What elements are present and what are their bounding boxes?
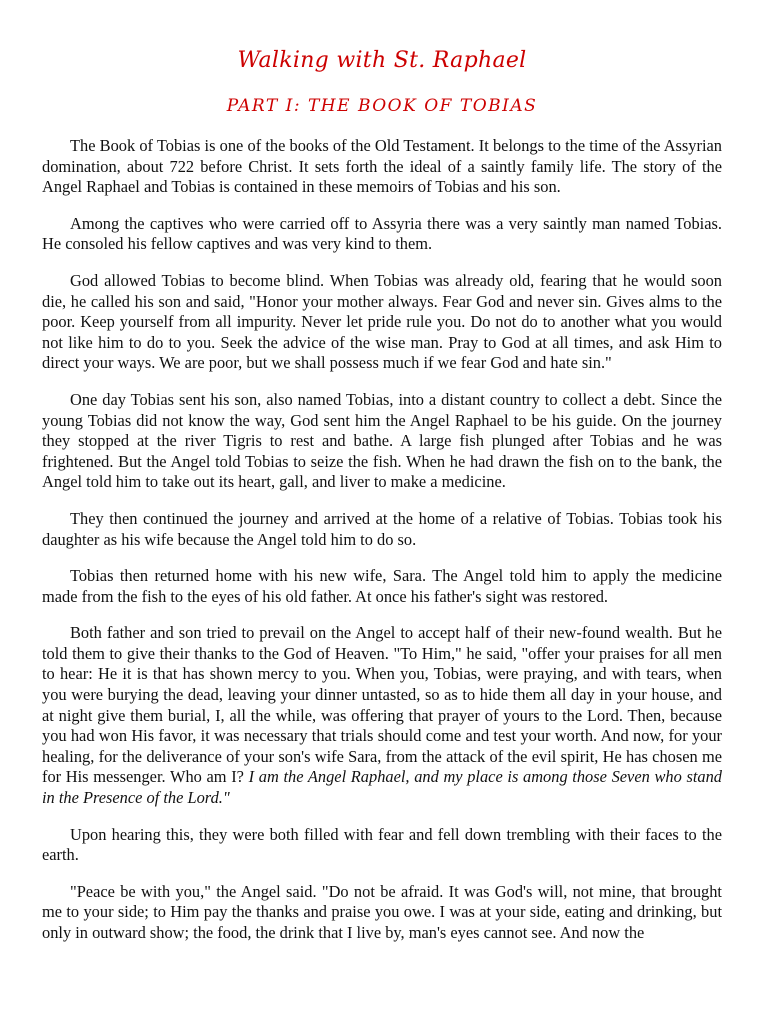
document-title: Walking with St. Raphael <box>237 48 527 73</box>
paragraph-4: One day Tobias sent his son, also named Tobias, into a distant country to collect a debt. Since the young Tobias did not know the way, God sent him the Angel Raphael to be his guide. On the journey they stopped at the river Tigris to rest and bathe. A large fish plunged after Tobias and he was frightened. But the Angel told Tobias to seize the fish. When he had drawn the fish on to the bank, the Angel told him to take out its heart, gall, and liver to make a medicine. <box>42 389 722 492</box>
paragraph-5: They then continued the journey and arrived at the home of a relative of Tobias. Tobias took his daughter as his wife because the Angel told him to do so. <box>42 508 722 549</box>
paragraph-2: Among the captives who were carried off to Assyria there was a very saintly man named Tobias. He consoled his fellow captives and was very kind to them. <box>42 213 722 254</box>
paragraph-7-text: Both father and son tried to prevail on the Angel to accept half of their new-found wealth. But he told them to give their thanks to the God of Heaven. "To Him," he said, "offer your praises for all men to hear: He it is that has shown mercy to you. When you, Tobias, were praying, and with tears, when you were burying the dead, leaving your dinner untasted, so as to hide them all day in your house, and at night give them burial, I, all the while, was offering that prayer of yours to the Lord. Then, because you had won His favor, it was necessary that trials should come and test your worth. And now, for your healing, for the deliverance of your son's wife Sara, from the attack of the evil spirit, He has chosen me for His messenger. Who am I? <box>42 623 722 787</box>
paragraph-1: The Book of Tobias is one of the books of the Old Testament. It belongs to the time of the Assyrian domination, about 722 before Christ. It sets forth the ideal of a saintly family life. The story of the Angel Raphael and Tobias is contained in these memoirs of Tobias and his son. <box>42 136 722 197</box>
paragraph-7-italic-quote: I am the Angel Raphael, and my place is among those Seven who stand in the Presence of the Lord." <box>42 767 722 808</box>
paragraph-8: Upon hearing this, they were both filled with fear and fell down trembling with their faces to the earth. <box>42 824 722 865</box>
paragraph-6: Tobias then returned home with his new wife, Sara. The Angel told him to apply the medicine made from the fish to the eyes of his old father. At once his father's sight was restored. <box>42 566 722 606</box>
document-page <box>42 0 722 1024</box>
document-subtitle: PART I: THE BOOK OF TOBIAS <box>226 96 538 116</box>
paragraph-3: God allowed Tobias to become blind. When Tobias was already old, fearing that he would soon die, he called his son and said, "Honor your mother always. Fear God and never sin. Gives alms to the poor. Keep yourself from all impurity. Never let pride rule you. Do not do to another what you would not like him to do to you. Seek the advice of the wise man. Pray to God at all times, and ask Him to direct your ways. We are poor, but we shall possess much if we fear God and hate sin." <box>42 270 722 373</box>
paragraph-7 <box>42 623 722 808</box>
document-body <box>42 136 722 960</box>
paragraph-9: "Peace be with you," the Angel said. "Do not be afraid. It was God's will, not mine, that brought me to your side; to Him pay the thanks and praise you owe. I was at your side, eating and drinking, but only in outward show; the food, the drink that I live by, man's eyes cannot see. And now the <box>42 881 722 942</box>
